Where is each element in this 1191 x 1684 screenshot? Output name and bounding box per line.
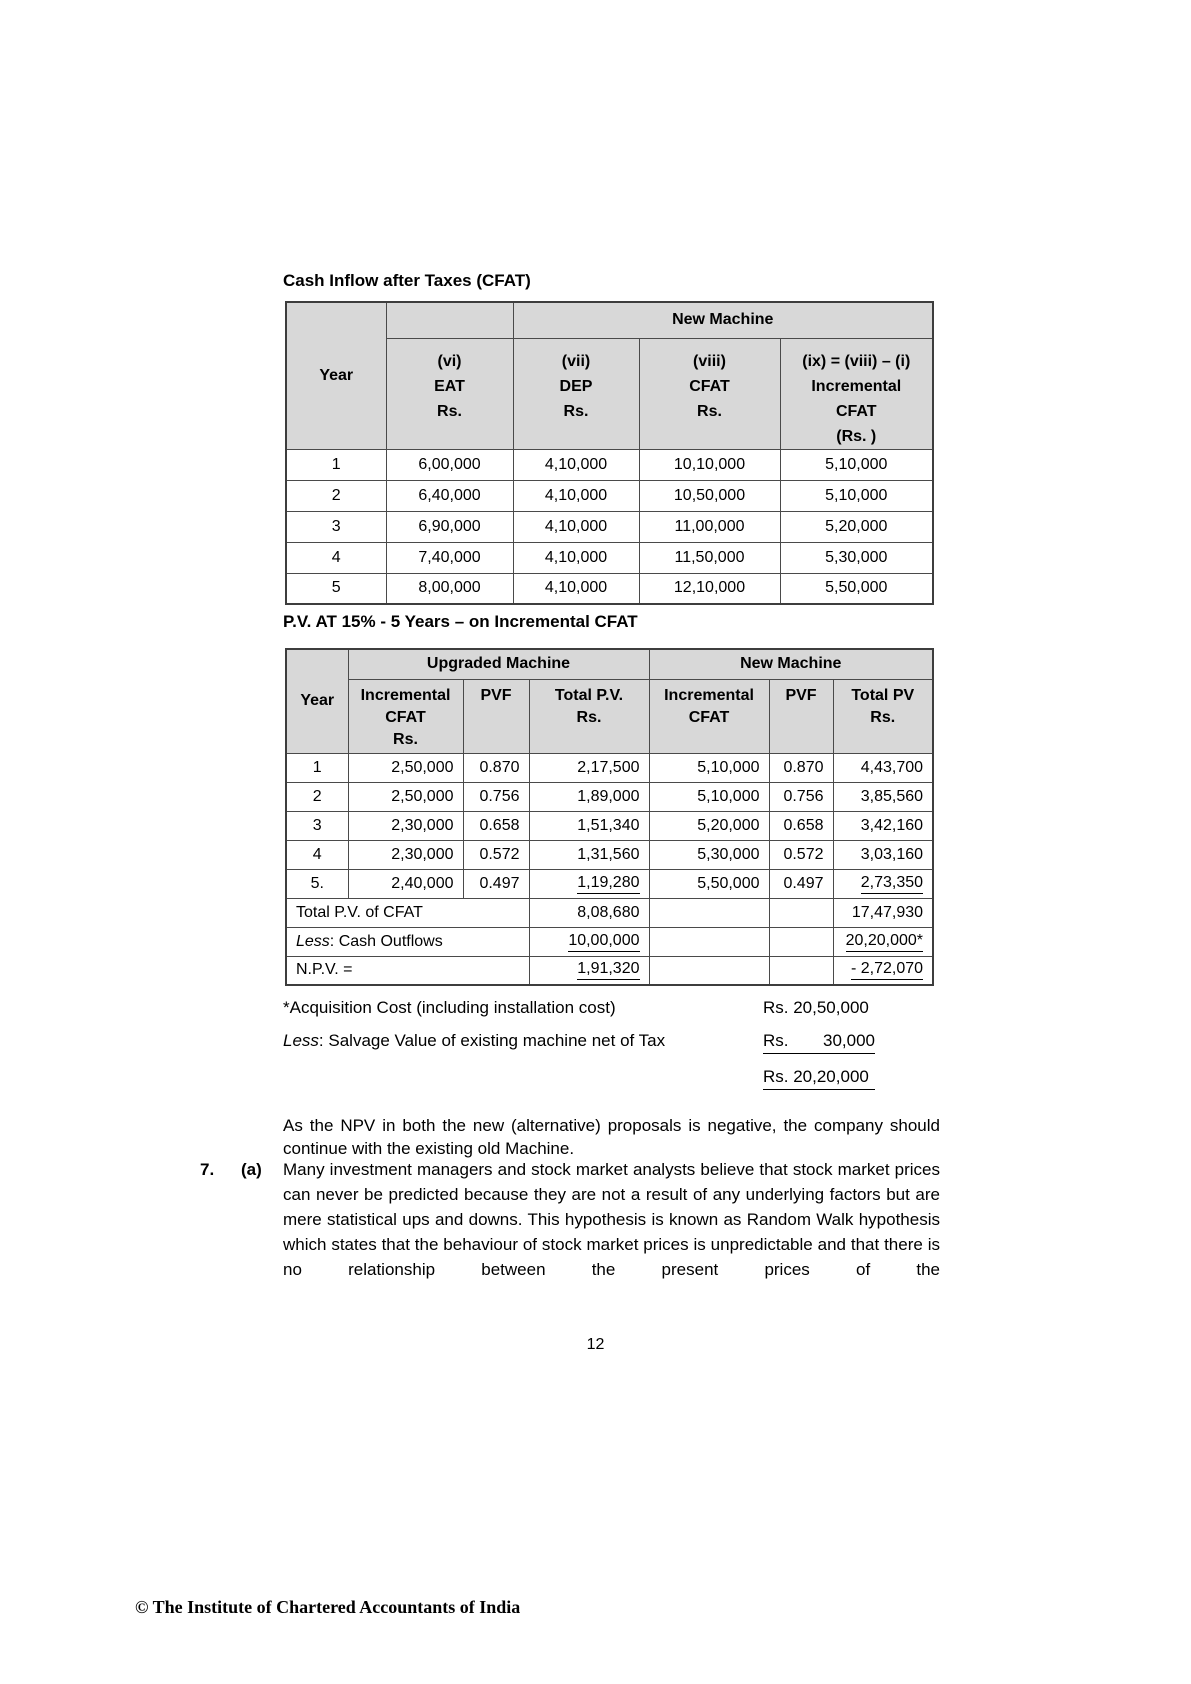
table-cell: [769, 956, 833, 985]
table-row: [286, 480, 933, 511]
table-cell: 1,51,340: [529, 811, 649, 840]
table-cell: 0.870: [769, 753, 833, 782]
currency-label: Rs.: [763, 1031, 789, 1050]
table-cell: 12,10,000: [639, 573, 780, 604]
table-cell: 11,50,000: [639, 542, 780, 573]
table-cell: 1,91,320: [529, 956, 649, 985]
acquisition-cost-value: Rs. 20,50,000: [763, 998, 869, 1017]
table-cell: 5,30,000: [780, 542, 933, 573]
table-cell: 2,50,000: [348, 782, 463, 811]
summary-label-prefix: Less: [296, 932, 330, 950]
table-cell: 6,40,000: [386, 480, 513, 511]
year-cell: 2: [286, 782, 348, 811]
table-cell: 0.572: [769, 840, 833, 869]
table-cell: 4,10,000: [513, 480, 639, 511]
summary-label: Total P.V. of CFAT: [296, 903, 423, 921]
table-cell: 2,40,000: [348, 869, 463, 898]
table-cell: 3,85,560: [833, 782, 933, 811]
table-row: [286, 542, 933, 573]
table-cell: 0.756: [769, 782, 833, 811]
year-cell: 4: [286, 840, 348, 869]
table-cell: 2,17,500: [529, 753, 649, 782]
table-cell: 0.497: [463, 869, 529, 898]
year-cell: 2: [286, 480, 386, 511]
table-cell: 5,50,000: [649, 869, 769, 898]
table-cell: 2,30,000: [348, 840, 463, 869]
table-cell: 5,30,000: [649, 840, 769, 869]
table-cell: 0.870: [463, 753, 529, 782]
table-cell: 2,50,000: [348, 753, 463, 782]
year-cell: 3: [286, 511, 386, 542]
column-header-dep: (vii) DEP Rs.: [513, 338, 639, 449]
net-cost-value: Rs. 20,20,000: [763, 1067, 875, 1090]
group-header-new-machine: New Machine: [513, 302, 933, 338]
table-cell: 0.658: [463, 811, 529, 840]
year-cell: 1: [286, 753, 348, 782]
npv-row: [286, 956, 933, 985]
table-cell: 3,42,160: [833, 811, 933, 840]
table-cell: 5,20,000: [649, 811, 769, 840]
question-7a: [200, 1157, 945, 1282]
table-cell: 5,10,000: [649, 753, 769, 782]
table-cell: 4,10,000: [513, 511, 639, 542]
table-cell: 10,50,000: [639, 480, 780, 511]
table-cell: 3,03,160: [833, 840, 933, 869]
table-cell: 1,31,560: [529, 840, 649, 869]
salvage-amount: 30,000: [823, 1031, 875, 1050]
column-header-new-pvf: PVF: [769, 679, 833, 753]
table-row: [286, 782, 933, 811]
table-cell: 5,50,000: [780, 573, 933, 604]
table-cell: 5,10,000: [649, 782, 769, 811]
table-cell: 17,47,930: [833, 898, 933, 927]
table-cell: 0.572: [463, 840, 529, 869]
pv-table: [285, 648, 934, 986]
salvage-label-prefix: Less: [283, 1031, 319, 1050]
column-header-upg-pvf: PVF: [463, 679, 529, 753]
column-header-cfat: (viii) CFAT Rs.: [639, 338, 780, 449]
table-cell: 6,00,000: [386, 449, 513, 480]
table-row: [286, 573, 933, 604]
table-cell: 1,89,000: [529, 782, 649, 811]
npv-conclusion: As the NPV in both the new (alternative) proposals is negative, the company should continue with the existing old Machine.: [283, 1116, 940, 1158]
table-cell: 4,10,000: [513, 573, 639, 604]
table-cell: 2,73,350: [833, 869, 933, 898]
acquisition-note: [283, 998, 875, 1103]
table-cell: - 2,72,070: [833, 956, 933, 985]
item-number: 7.: [200, 1160, 215, 1179]
question-7a-text: Many investment managers and stock market analysts believe that stock market prices can never be predicted because they are not a result of any underlying factors but are mere statistical ups and downs. This hypothesis is known as Random Walk hypothesis which states that the behaviour of stock market prices is unpredictable and that there is no relationship between the present prices of the: [283, 1160, 940, 1279]
salvage-label: : Salvage Value of existing machine net of Tax: [318, 1031, 666, 1050]
table-cell: 7,40,000: [386, 542, 513, 573]
table-cell: 20,20,000*: [833, 927, 933, 956]
pv-heading: P.V. AT 15% - 5 Years – on Incremental CFAT: [283, 612, 638, 631]
year-cell: 5.: [286, 869, 348, 898]
column-header-new-total-pv: Total PV Rs.: [833, 679, 933, 753]
table-cell: 8,08,680: [529, 898, 649, 927]
salvage-value-row: [283, 1031, 875, 1054]
column-header-upg-incremental-cfat: Incremental CFAT Rs.: [348, 679, 463, 753]
cfat-table: [285, 301, 934, 605]
table-cell: 6,90,000: [386, 511, 513, 542]
year-cell: 1: [286, 449, 386, 480]
year-cell: 5: [286, 573, 386, 604]
table-row: [286, 449, 933, 480]
table-row: [286, 811, 933, 840]
cfat-heading: Cash Inflow after Taxes (CFAT): [283, 271, 531, 290]
year-header: Year: [286, 649, 348, 753]
table-cell: 2,30,000: [348, 811, 463, 840]
cash-outflows-row: [286, 927, 933, 956]
group-header-upgraded-machine: Upgraded Machine: [348, 649, 649, 679]
year-cell: 3: [286, 811, 348, 840]
summary-label: N.P.V. =: [296, 961, 353, 979]
table-cell: 5,10,000: [780, 480, 933, 511]
table-cell: 5,10,000: [780, 449, 933, 480]
table-cell: 8,00,000: [386, 573, 513, 604]
page-number: 12: [586, 1336, 605, 1353]
table-cell: 0.756: [463, 782, 529, 811]
year-header: Year: [286, 302, 386, 449]
table-cell: 11,00,000: [639, 511, 780, 542]
table-cell: [649, 927, 769, 956]
year-cell: 4: [286, 542, 386, 573]
table-cell: 4,43,700: [833, 753, 933, 782]
table-row: [286, 869, 933, 898]
table-cell: 10,10,000: [639, 449, 780, 480]
table-cell: 5,20,000: [780, 511, 933, 542]
table-cell: 0.658: [769, 811, 833, 840]
table-cell: 10,00,000: [529, 927, 649, 956]
acquisition-cost-row: [283, 998, 875, 1018]
table-cell: 4,10,000: [513, 542, 639, 573]
column-header-incremental-cfat: (ix) = (viii) – (i) Incremental CFAT (Rs. ): [780, 338, 933, 449]
table-cell: [769, 927, 833, 956]
table-row: [286, 511, 933, 542]
table-row: [286, 753, 933, 782]
table-cell: 1,19,280: [529, 869, 649, 898]
acquisition-cost-label: *Acquisition Cost (including installation cost): [283, 998, 616, 1017]
table-cell: [769, 898, 833, 927]
table-cell: [649, 898, 769, 927]
column-header-eat: (vi) EAT Rs.: [386, 338, 513, 449]
copyright-footer: © The Institute of Chartered Accountants of India: [135, 1597, 521, 1617]
blank-header-cell: [386, 302, 513, 338]
table-cell: 0.497: [769, 869, 833, 898]
salvage-value: [763, 1031, 875, 1054]
column-header-upg-total-pv: Total P.V. Rs.: [529, 679, 649, 753]
column-header-new-incremental-cfat: Incremental CFAT: [649, 679, 769, 753]
table-cell: [649, 956, 769, 985]
group-header-new-machine: New Machine: [649, 649, 933, 679]
table-row: [286, 840, 933, 869]
summary-label: : Cash Outflows: [329, 932, 443, 950]
item-letter: (a): [241, 1160, 262, 1179]
net-cost-row: [283, 1067, 875, 1090]
table-cell: 4,10,000: [513, 449, 639, 480]
total-pv-row: [286, 898, 933, 927]
